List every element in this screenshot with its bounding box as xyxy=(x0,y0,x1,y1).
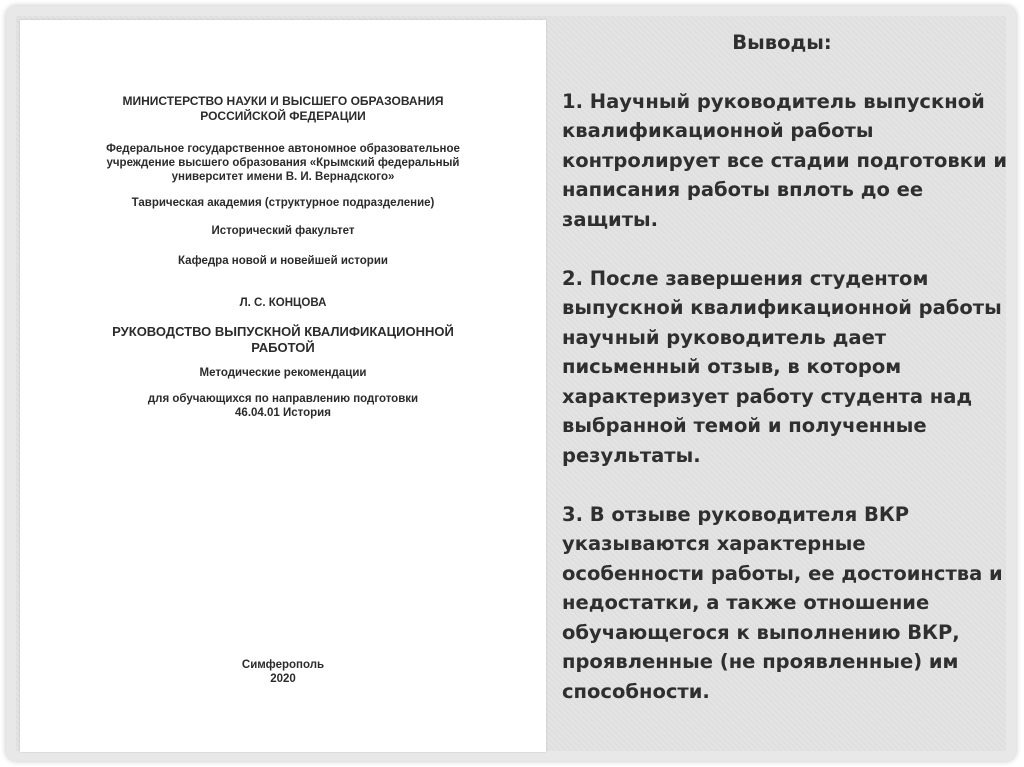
conclusion-item-2: 2. После завершения студентом выпускной квалификационной работы научный руководитель дает письменный отзыв, в котором характеризует работу студента над выбранной темой и полученные результаты. xyxy=(562,266,1002,467)
city-line: Симферополь xyxy=(241,659,325,671)
doc-type-line: Методические рекомендации xyxy=(199,367,367,379)
ministry-line: МИНИСТЕРСТВО НАУКИ И ВЫСШЕГО ОБРАЗОВАНИЯ РОССИЙСКОЙ ФЕДЕРАЦИИ xyxy=(122,94,444,123)
year-line: 2020 xyxy=(270,673,296,685)
title-page-image xyxy=(20,20,546,752)
faculty-line: Исторический факультет xyxy=(211,225,355,237)
slide-frame xyxy=(6,6,1016,761)
academy-line: Таврическая академия (структурное подразделение) xyxy=(131,197,435,209)
document-title: РУКОВОДСТВО ВЫПУСКНОЙ КВАЛИФИКАЦИОННОЙ РАБОТОЙ xyxy=(112,324,454,355)
conclusions-heading: Выводы: xyxy=(732,31,832,54)
conclusion-item-3: 3. В отзыве руководителя ВКР указываются характерные особенности работы, ее достоинства и недостатки, а также отношение обучающегося к выполнению ВКР, проявленные (не проявленные) им способности. xyxy=(562,502,1003,703)
department-line: Кафедра новой и новейшей истории xyxy=(178,255,388,267)
university-line: Федеральное государственное автономное образовательное учреждение высшего образования «Крымский федеральный университет имени В. И. Вернадского» xyxy=(106,143,460,183)
author-line: Л. С. КОНЦОВА xyxy=(239,297,327,309)
conclusions-panel xyxy=(562,28,1012,736)
conclusion-item-1: 1. Научный руководитель выпускной квалификационной работы контролирует все стадии подготовки и написания работы вплоть до ее защиты. xyxy=(562,89,1008,231)
audience-line: для обучающихся по направлению подготовки 46.04.01 История xyxy=(147,393,419,419)
